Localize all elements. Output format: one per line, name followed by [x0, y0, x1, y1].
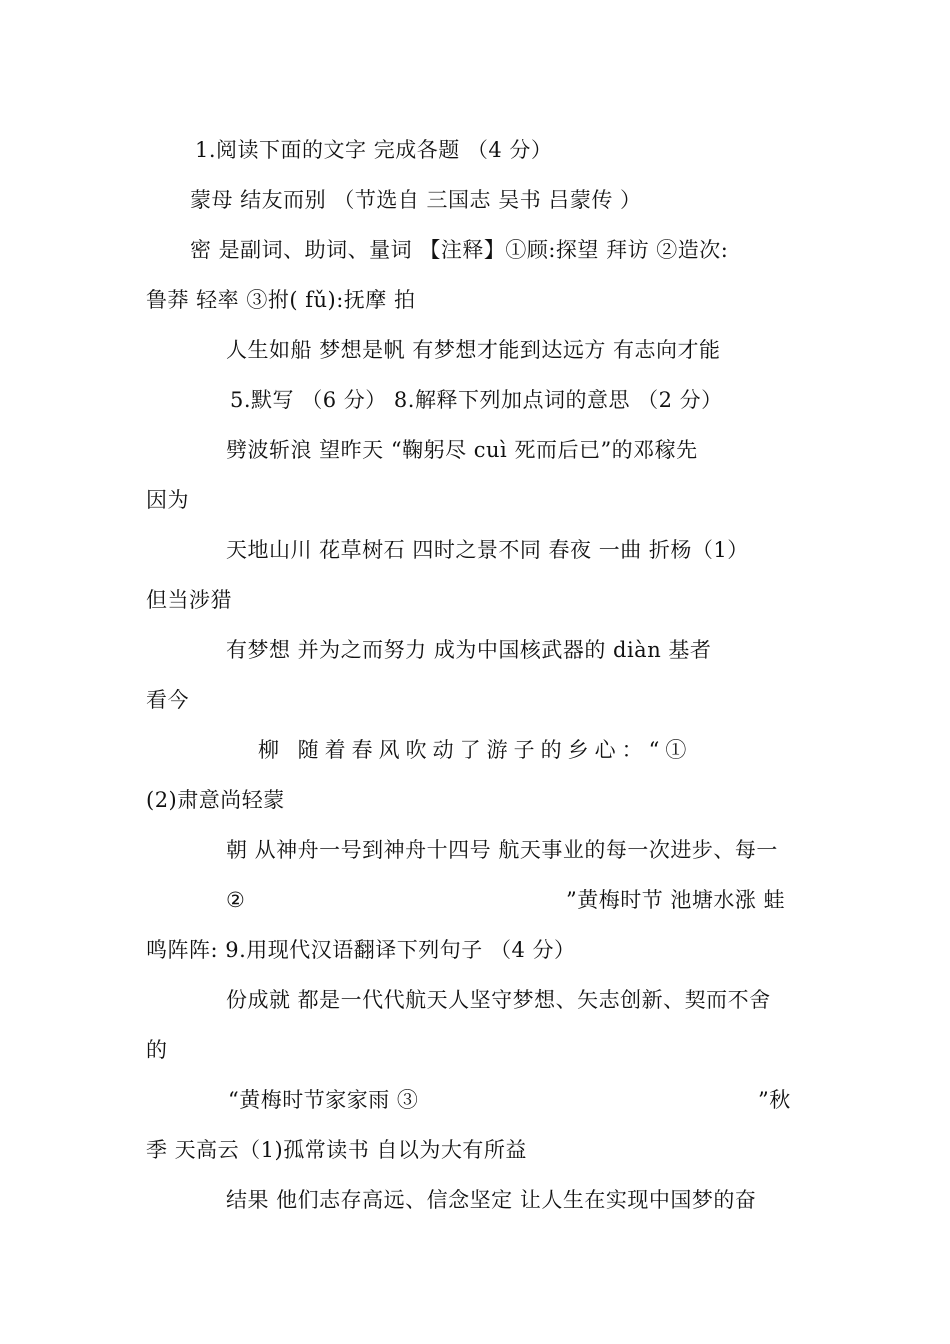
text-line-8: 因为	[146, 488, 189, 512]
text-line-20b: ”秋	[758, 1088, 791, 1112]
text-line-7: 劈波斩浪 望昨天 “鞠躬尽 cuì 死而后已”的邓稼先	[226, 438, 698, 462]
text-line-1: 1.阅读下面的文字 完成各题 （4 分）	[195, 138, 553, 162]
text-line-18: 份成就 都是一代代航天人坚守梦想、矢志创新、契而不舍	[226, 988, 771, 1012]
text-line-14: (2)肃意尚轻蒙	[146, 788, 285, 812]
text-line-5: 人生如船 梦想是帆 有梦想才能到达远方 有志向才能	[226, 338, 721, 362]
text-line-11: 有梦想 并为之而努力 成为中国核武器的 diàn 基者	[226, 638, 712, 662]
text-line-13: 柳 随着春风吹动了游子的乡心：“①	[258, 738, 693, 762]
text-line-19: 的	[146, 1038, 168, 1062]
text-line-16a: ②	[226, 888, 246, 912]
text-line-17: 鸣阵阵: 9.用现代汉语翻译下列句子 （4 分）	[146, 938, 576, 962]
text-line-12: 看今	[146, 688, 189, 712]
text-line-3: 密 是副词、助词、量词 【注释】①顾:探望 拜访 ②造次:	[190, 238, 729, 262]
text-line-21: 季 天高云（1)孤常读书 自以为大有所益	[146, 1138, 527, 1162]
text-line-4: 鲁莽 轻率 ③拊( fǔ):抚摩 拍	[146, 288, 416, 312]
text-line-2: 蒙母 结友而别 （节选自 三国志 吴书 吕蒙传 ）	[190, 188, 642, 212]
text-line-6: 5.默写 （6 分） 8.解释下列加点词的意思 （2 分）	[230, 388, 723, 412]
text-line-15: 朝 从神舟一号到神舟十四号 航天事业的每一次进步、每一	[226, 838, 778, 862]
text-line-16b: ”黄梅时节 池塘水涨 蛙	[566, 888, 786, 912]
text-line-9: 天地山川 花草树石 四时之景不同 春夜 一曲 折杨（1）	[226, 538, 749, 562]
text-line-22: 结果 他们志存高远、信念坚定 让人生在实现中国梦的奋	[226, 1188, 757, 1212]
text-line-10: 但当涉猎	[146, 588, 232, 612]
text-line-20a: “黄梅时节家家雨 ③	[228, 1088, 419, 1112]
